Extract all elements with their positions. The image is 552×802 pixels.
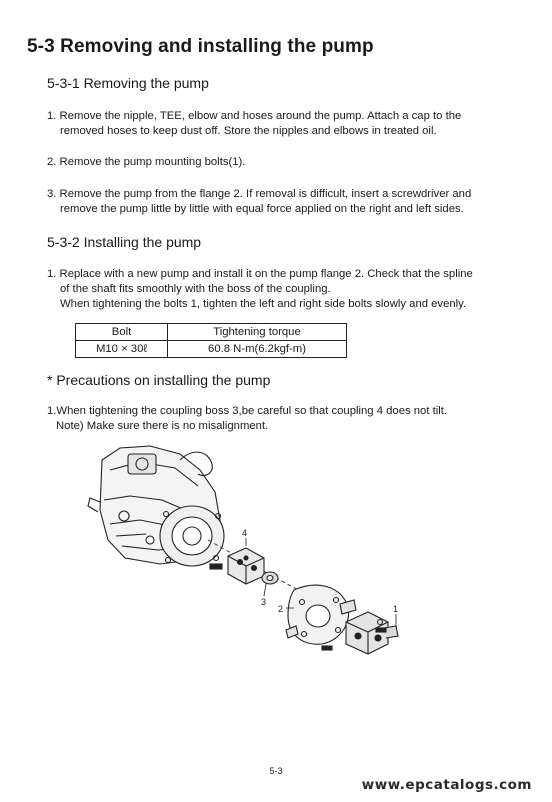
removing-step-1 xyxy=(47,109,461,139)
page-number: 5-3 xyxy=(269,766,283,776)
subsection-heading-installing: 5-3-2 Installing the pump xyxy=(47,234,202,250)
watermark: www.epcatalogs.com xyxy=(361,777,532,793)
installing-step-1 xyxy=(47,267,473,312)
removing-step-1-line-1: 1. Remove the nipple, TEE, elbow and hoses around the pump. Attach a cap to the xyxy=(47,110,462,122)
precaution-note: Note) Make sure there is no misalignment. xyxy=(56,420,269,432)
removing-step-3-line-2: remove the pump little by little with equal force applied on the right and left sides. xyxy=(60,203,464,215)
diagram-label-bolt: 1 xyxy=(393,604,399,614)
table-header-torque: Tightening torque xyxy=(168,324,347,341)
precaution-line-1: 1.When tightening the coupling boss 3,be careful so that coupling 4 does not tilt. xyxy=(47,405,448,417)
installing-step-1-line-2: of the shaft fits smoothly with the boss of the coupling. xyxy=(60,283,331,295)
installing-step-1-line-1: 1. Replace with a new pump and install it on the pump flange 2. Check that the spline xyxy=(47,268,473,280)
page-title: 5-3 Removing and installing the pump xyxy=(27,36,374,57)
diagram-label-flange: 2 xyxy=(278,604,284,614)
removing-step-2-line-1: 2. Remove the pump mounting bolts(1). xyxy=(47,156,246,168)
precautions-heading: * Precautions on installing the pump xyxy=(47,372,271,388)
diagram-label-coupling: 4 xyxy=(242,528,248,538)
removing-step-2 xyxy=(47,155,245,170)
installing-step-1-line-3: When tightening the bolts 1, tighten the left and right side bolts slowly and evenly. xyxy=(60,298,467,310)
removing-step-1-line-2: removed hoses to keep dust off. Store the nipples and elbows in treated oil. xyxy=(60,125,437,137)
flywheel-housing-illustration xyxy=(160,506,224,566)
pump-illustration xyxy=(346,612,398,654)
table-row xyxy=(76,341,347,358)
removing-step-3-line-1: 3. Remove the pump from the flange 2. If removal is difficult, insert a screwdriver and xyxy=(47,188,472,200)
torque-table xyxy=(75,323,347,358)
table-cell-torque: 60.8 N-m(6.2kgf-m) xyxy=(168,341,347,358)
table-cell-bolt: M10 × 30ℓ xyxy=(76,341,168,358)
precautions-text xyxy=(47,404,447,434)
diagram-label-boss: 3 xyxy=(261,597,267,607)
subsection-heading-removing: 5-3-1 Removing the pump xyxy=(47,75,209,91)
pump-installation-diagram xyxy=(80,440,420,680)
table-header-bolt: Bolt xyxy=(76,324,168,341)
coupling-boss-illustration xyxy=(262,572,278,584)
removing-step-3 xyxy=(47,187,471,217)
table-header-row xyxy=(76,324,347,341)
